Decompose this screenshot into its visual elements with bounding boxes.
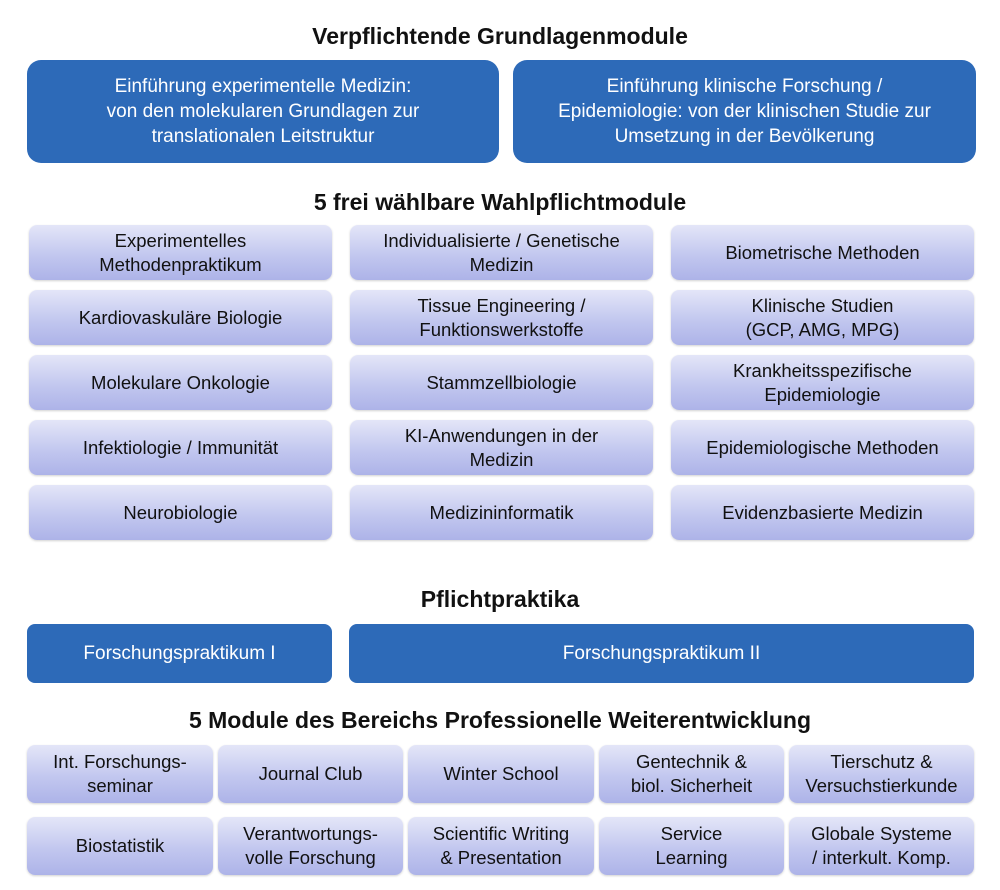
elective-module: KI-Anwendungen in der Medizin <box>350 420 653 475</box>
development-module: Tierschutz & Versuchstierkunde <box>789 745 974 803</box>
module-forschungspraktikum-1: Forschungspraktikum I <box>27 624 332 683</box>
elective-module: Klinische Studien (GCP, AMG, MPG) <box>671 290 974 345</box>
elective-module: Stammzellbiologie <box>350 355 653 410</box>
elective-module: Krankheitsspezifische Epidemiologie <box>671 355 974 410</box>
development-module: Verantwortungs- volle Forschung <box>218 817 403 875</box>
heading-grundlagenmodule: Verpflichtende Grundlagenmodule <box>312 23 688 49</box>
elective-module: Individualisierte / Genetische Medizin <box>350 225 653 280</box>
development-module: Int. Forschungs- seminar <box>27 745 213 803</box>
development-module: Scientific Writing & Presentation <box>408 817 594 875</box>
elective-module: Epidemiologische Methoden <box>671 420 974 475</box>
heading-wahlpflichtmodule: 5 frei wählbare Wahlpflichtmodule <box>313 189 687 215</box>
elective-module: Evidenzbasierte Medizin <box>671 485 974 540</box>
elective-module: Infektiologie / Immunität <box>29 420 332 475</box>
module-experimentelle-medizin: Einführung experimentelle Medizin: von den molekularen Grundlagen zur translationalen Leitstruktur <box>27 60 499 163</box>
development-module: Biostatistik <box>27 817 213 875</box>
development-module: Gentechnik & biol. Sicherheit <box>599 745 784 803</box>
elective-module: Kardiovaskuläre Biologie <box>29 290 332 345</box>
development-module: Globale Systeme / interkult. Komp. <box>789 817 974 875</box>
development-module: Service Learning <box>599 817 784 875</box>
elective-module: Experimentelles Methodenpraktikum <box>29 225 332 280</box>
heading-weiterentwicklung: 5 Module des Bereichs Professionelle Weiterentwicklung <box>188 707 812 733</box>
elective-module: Biometrische Methoden <box>671 225 974 280</box>
elective-module: Medizininformatik <box>350 485 653 540</box>
elective-module: Neurobiologie <box>29 485 332 540</box>
elective-module: Tissue Engineering / Funktionswerkstoffe <box>350 290 653 345</box>
module-forschungspraktikum-2: Forschungspraktikum II <box>349 624 974 683</box>
development-module: Journal Club <box>218 745 403 803</box>
development-module: Winter School <box>408 745 594 803</box>
heading-pflichtpraktika: Pflichtpraktika <box>420 586 580 612</box>
elective-module: Molekulare Onkologie <box>29 355 332 410</box>
module-klinische-forschung: Einführung klinische Forschung / Epidemiologie: von der klinischen Studie zur Umsetzung in der Bevölkerung <box>513 60 976 163</box>
